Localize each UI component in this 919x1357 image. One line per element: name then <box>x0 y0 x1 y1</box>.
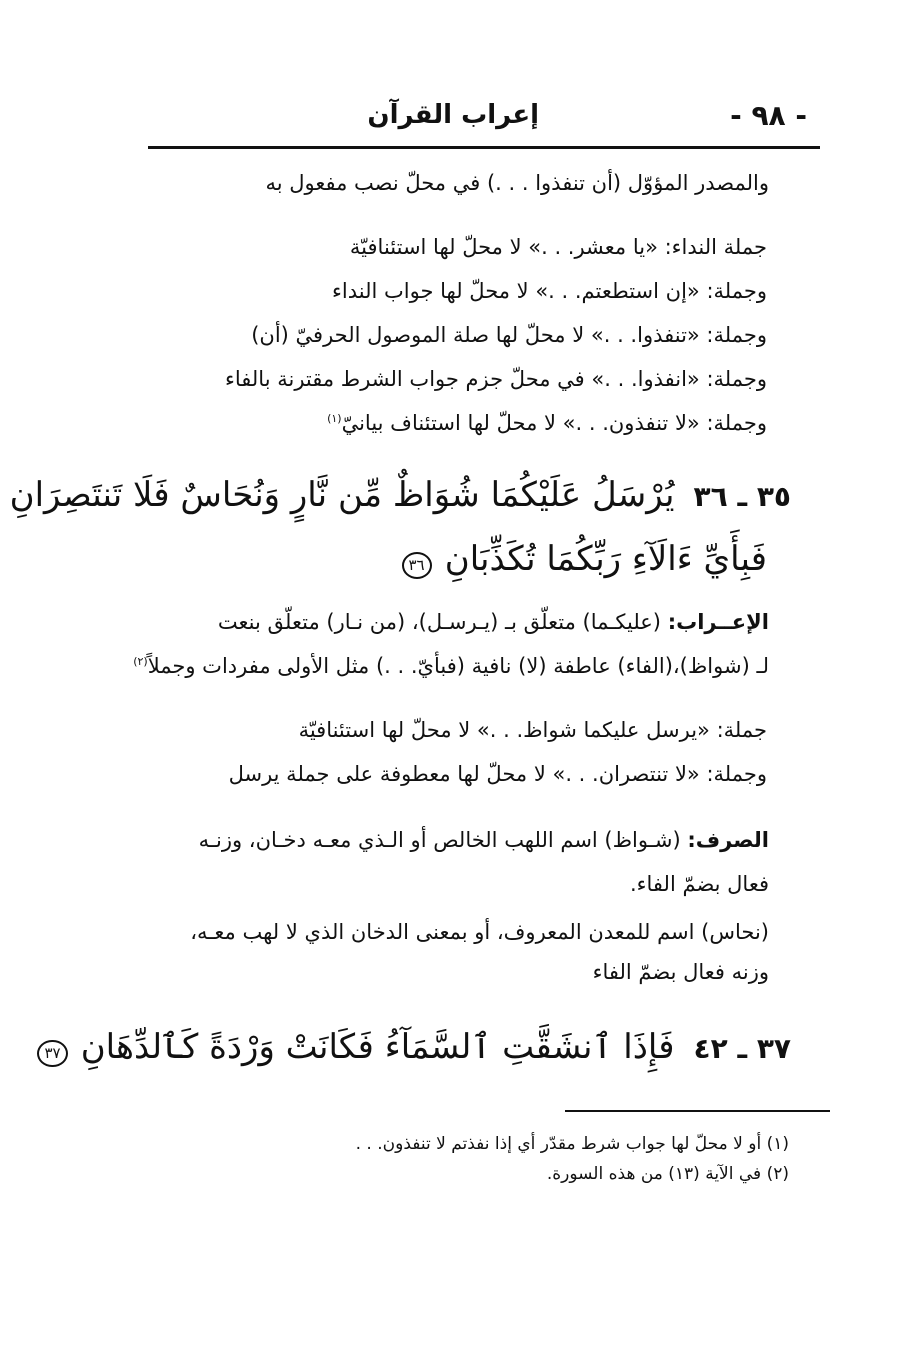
header-rule <box>148 146 820 149</box>
sarf-line-2: فعال بضمّ الفاء. <box>629 872 769 896</box>
sarf-line-3: (نحاس) اسم للمعدن المعروف، أو بمعنى الدخان الذي لا لهب معـه، <box>190 920 769 944</box>
footnote-mark-2: (٢) <box>133 655 148 668</box>
irab-line-1: الإعــراب: (عليكـما) متعلّق بـ (يـرسـل)، (من نـار) متعلّق بنعت <box>217 610 769 634</box>
irab-label: الإعــراب: <box>667 610 769 634</box>
verse-text: يُرْسَلُ عَلَيْكُمَا شُوَاظٌ مِّن نَّارٍ وَنُحَاسٌ فَلَا تَنتَصِرَانِ <box>9 475 675 515</box>
verse-text: فَبِأَيِّ ءَالَآءِ رَبِّكُمَا تُكَذِّبَانِ <box>444 539 767 579</box>
irab-jumla-2: وجملة: «لا تنتصران. . .» لا محلّ لها معطوفة على جملة يرسل <box>228 762 767 786</box>
verse-35-line-1 <box>0 475 791 515</box>
verse-37-line <box>37 1027 791 1067</box>
verse-36-line <box>402 539 768 579</box>
jumla-line-4: وجملة: «انفذوا. . .» في محلّ جزم جواب الشرط مقترنة بالفاء <box>225 367 767 391</box>
footnote-rule <box>565 1110 830 1112</box>
irab-jumla-1: جملة: «يرسل عليكما شواظ. . .» لا محلّ لها استئنافيّة <box>298 718 767 742</box>
footnote-1: (١) أو لا محلّ لها جواب شرط مقدّر أي إذا نفذتم لا تنفذون. . . <box>355 1134 789 1154</box>
jumla-line-1: جملة النداء: «يا معشر. . .» لا محلّ لها استئنافيّة <box>349 235 767 259</box>
verse-number: ٣٧ ـ ٤٢ <box>693 1032 791 1065</box>
page-number: - ٩٨ - <box>730 99 807 132</box>
sarf-line-1: الصرف: (شـواظ) اسم اللهب الخالص أو الـذي معـه دخـان، وزنـه <box>198 828 769 852</box>
verse-text: فَإِذَا ٱنشَقَّتِ ٱلسَّمَآءُ فَكَانَتْ وَرْدَةً كَٱلدِّهَانِ <box>80 1027 675 1067</box>
ayah-marker: ٣٧ <box>37 1040 67 1067</box>
sarf-label: الصرف: <box>687 828 769 852</box>
footnote-mark-1: (١) <box>327 412 342 425</box>
jumla-line-3: وجملة: «تنفذوا. . .» لا محلّ لها صلة الموصول الحرفيّ (أن) <box>251 323 767 347</box>
ayah-marker: ٣٦ <box>402 552 432 579</box>
masdar-line: والمصدر المؤوّل (أن تنفذوا . . .) في محلّ نصب مفعول به <box>265 171 769 195</box>
jumla-line-5: وجملة: «لا تنفذون. . .» لا محلّ لها استئناف بيانيّ$^{(١)}$ <box>327 411 767 435</box>
irab-line-2: لـ (شواظ)،(الفاء) عاطفة (لا) نافية (فبأيّ. . .) مثل الأولى مفردات وجملاً$^{(٢)}$ <box>133 654 769 678</box>
verse-number: ٣٥ ـ ٣٦ <box>693 480 791 513</box>
footnote-2: (٢) في الآية (١٣) من هذه السورة. <box>546 1164 789 1184</box>
running-title: إعراب القرآن <box>367 100 539 130</box>
sarf-line-4: وزنه فعال بضمّ الفاء <box>592 960 769 984</box>
jumla-line-2: وجملة: «إن استطعتم. . .» لا محلّ لها جواب النداء <box>332 279 767 303</box>
